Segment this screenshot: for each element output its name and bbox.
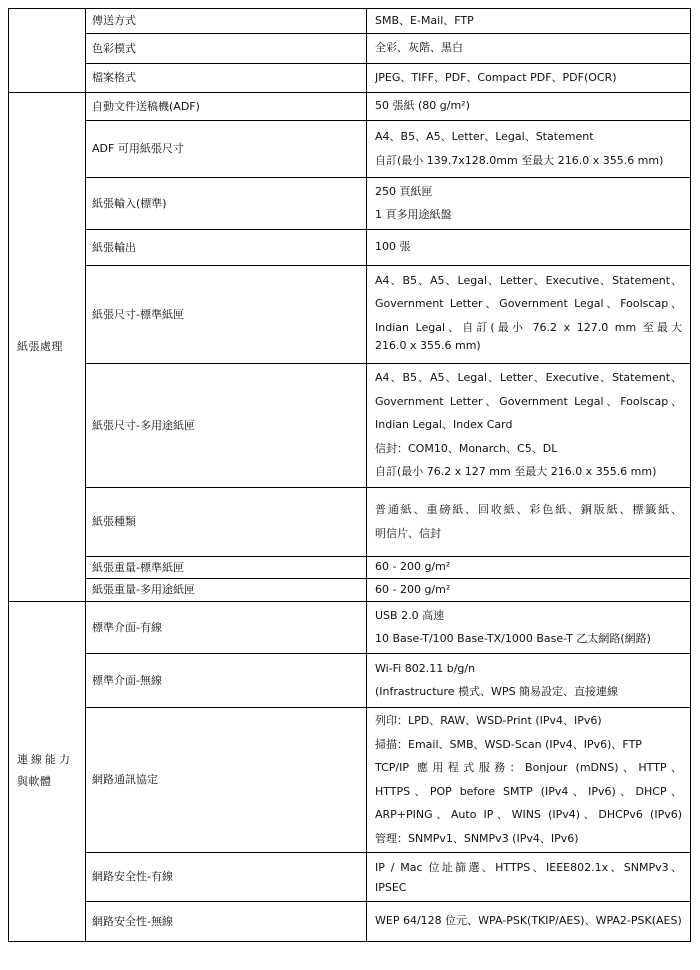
row-label: 色彩模式: [86, 33, 367, 63]
spec-table: [8, 8, 691, 942]
value-line: 明信片、信封: [375, 526, 441, 540]
table-row: [9, 229, 691, 265]
table-row: [9, 653, 691, 707]
value-line: Government Letter、Government Legal、Foolscap、: [375, 394, 682, 408]
row-label: 檔案格式: [86, 63, 367, 92]
table-row: [9, 852, 691, 901]
row-value: [367, 556, 691, 578]
row-value: [367, 177, 691, 229]
row-value: [367, 33, 691, 63]
value-line: A4、B5、A5、Letter、Legal、Statement: [375, 130, 594, 143]
value-line: 信封：COM10、Monarch、C5、DL: [375, 441, 558, 455]
value-line: 自訂(最小 76.2 x 127 mm 至最大 216.0 x 355.6 mm): [375, 465, 657, 479]
value-line: USB 2.0 高速: [375, 608, 445, 622]
row-value: [367, 92, 691, 120]
value-line: 216.0 x 355.6 mm): [375, 339, 481, 353]
group-label-connectivity: [9, 601, 86, 941]
row-value: [367, 9, 691, 34]
value-line: WEP 64/128 位元、WPA-PSK(TKIP/AES)、WPA2-PSK(AES): [375, 914, 682, 928]
table-row: [9, 92, 691, 120]
row-value: [367, 229, 691, 265]
value-line: IPSEC: [375, 881, 407, 895]
table-row: [9, 901, 691, 941]
row-label: 傳送方式: [86, 9, 367, 34]
row-label: 紙張種類: [86, 487, 367, 556]
table-row: [9, 9, 691, 34]
table-row: [9, 707, 691, 852]
row-value: [367, 852, 691, 901]
row-value: [367, 63, 691, 92]
row-label: 標準介面-有線: [86, 601, 367, 653]
value-line: 250 頁紙匣: [375, 184, 433, 198]
value-line: Indian Legal、Index Card: [375, 418, 513, 432]
row-label: 紙張輸出: [86, 229, 367, 265]
row-label: 紙張重量-標準紙匣: [86, 556, 367, 578]
row-value: [367, 265, 691, 363]
row-label: 紙張尺寸-標準紙匣: [86, 265, 367, 363]
row-label: 紙張輸入(標準): [86, 177, 367, 229]
row-label: 標準介面-無線: [86, 653, 367, 707]
row-label: 紙張重量-多用途紙匣: [86, 578, 367, 601]
table-row: [9, 120, 691, 177]
value-line: TCP/IP 應用程式服務：Bonjour (mDNS)、HTTP、: [375, 761, 682, 774]
row-label: ADF 可用紙張尺寸: [86, 120, 367, 177]
row-label: 網路安全性-有線: [86, 852, 367, 901]
group-label-line: 與軟體: [17, 775, 52, 788]
value-line: Wi-Fi 802.11 b/g/n: [375, 661, 476, 675]
row-label: 網路安全性-無線: [86, 901, 367, 941]
row-value: [367, 901, 691, 941]
value-line: SMB、E-Mail、FTP: [375, 14, 474, 27]
value-line: (Infrastructure 模式、WPS 簡易設定、直接連線: [375, 685, 619, 698]
value-line: IP / Mac 位址篩選、HTTPS、IEEE802.1x、SNMPv3、: [375, 860, 682, 874]
value-line: 60 - 200 g/m²: [375, 583, 451, 596]
value-line: ARP+PING、Auto IP、WINS (IPv4)、DHCPv6 (IPv6): [375, 808, 682, 821]
table-row: [9, 265, 691, 363]
value-line: 10 Base-T/100 Base-TX/1000 Base-T 乙太網路(網路): [375, 632, 651, 645]
table-row: [9, 601, 691, 653]
group-label-line: 連線能力: [17, 753, 73, 766]
row-value: [367, 120, 691, 177]
row-value: [367, 363, 691, 487]
table-row: [9, 578, 691, 601]
value-line: 管理：SNMPv1、SNMPv3 (IPv4、IPv6): [375, 831, 579, 845]
table-row: [9, 487, 691, 556]
row-label: 紙張尺寸-多用途紙匣: [86, 363, 367, 487]
value-line: JPEG、TIFF、PDF、Compact PDF、PDF(OCR): [375, 70, 617, 84]
table-row: [9, 177, 691, 229]
row-value: [367, 707, 691, 852]
value-line: Indian Legal、自訂(最小 76.2 x 127.0 mm 至最大: [375, 320, 682, 334]
table-row: [9, 63, 691, 92]
value-line: 全彩、灰階、黑白: [375, 41, 463, 55]
table-row: [9, 363, 691, 487]
value-line: 掃描：Email、SMB、WSD-Scan (IPv4、IPv6)、FTP: [375, 737, 642, 751]
row-value: [367, 653, 691, 707]
value-line: 60 - 200 g/m²: [375, 560, 451, 573]
value-line: Government Letter、Government Legal、Foolscap、: [375, 297, 682, 311]
row-label: 自動文件送稿機(ADF): [86, 92, 367, 120]
group-cell-blank: [9, 9, 86, 93]
value-line: 列印：LPD、RAW、WSD-Print (IPv4、IPv6): [375, 714, 602, 727]
value-line: A4、B5、A5、Legal、Letter、Executive、Statement、: [375, 371, 682, 385]
table-row: [9, 556, 691, 578]
group-label-paper-handling: 紙張處理: [9, 92, 86, 601]
value-line: 1 頁多用途紙盤: [375, 208, 452, 221]
table-row: [9, 33, 691, 63]
row-label: 網路通訊協定: [86, 707, 367, 852]
value-line: HTTPS、POP before SMTP (IPv4、IPv6)、DHCP、: [375, 784, 682, 798]
value-line: A4、B5、A5、Legal、Letter、Executive、Statement、: [375, 273, 682, 287]
row-value: [367, 601, 691, 653]
value-line: 普通紙、重磅紙、回收紙、彩色紙、銅版紙、標籤紙、: [375, 503, 682, 516]
row-value: [367, 578, 691, 601]
row-value: [367, 487, 691, 556]
value-line: 自訂(最小 139.7x128.0mm 至最大 216.0 x 355.6 mm): [375, 153, 664, 167]
value-line: 50 張紙 (80 g/m²): [375, 99, 470, 113]
value-line: 100 張: [375, 240, 411, 254]
